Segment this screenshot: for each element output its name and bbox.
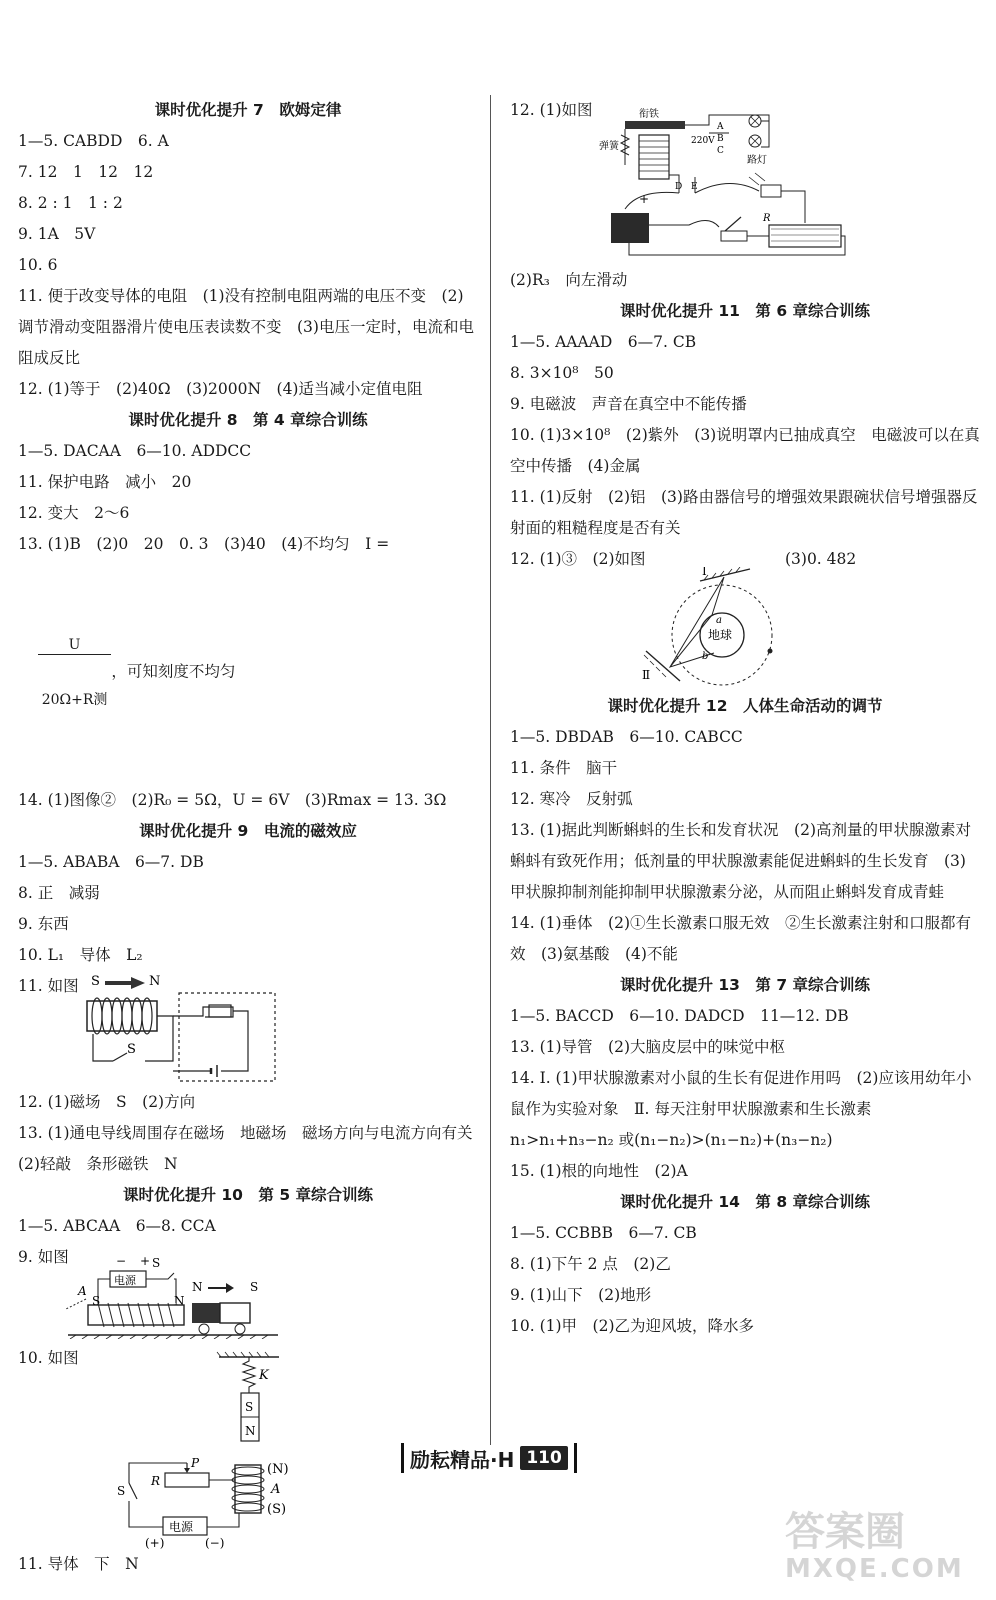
footer-bar — [574, 1443, 577, 1473]
answer-line: 7. 12 1 12 12 — [18, 163, 154, 181]
section-heading-13: 课时优化提升 13 第 7 章综合训练 — [619, 976, 871, 994]
wheel-icon — [199, 1324, 209, 1334]
reflector-plate — [646, 651, 680, 681]
rheostat-icon — [769, 225, 841, 247]
fig-label: (N) — [266, 1462, 289, 1477]
answer-line: 10. (1)3×10⁸ (2)紫外 (3)说明罩内已抽成真空 电磁波可以在真空中传播 (4)金属 — [510, 426, 980, 475]
fig-label: S — [90, 974, 100, 989]
fig-label: R — [762, 213, 771, 224]
answer-line: 9. 1A 5V — [18, 225, 96, 243]
fig-label: 衔铁 — [638, 109, 659, 120]
answer-line-fraction — [18, 560, 478, 785]
fig-label: A — [716, 122, 724, 132]
answer-line: 11. 如图 — [18, 977, 79, 995]
answer-line: 10. L₁ 导体 L₂ — [18, 946, 143, 964]
fraction — [38, 600, 112, 745]
arrow-icon — [208, 1283, 234, 1293]
answer-line: 12. (1)磁场 S (2)方向 — [18, 1093, 196, 1111]
fig-label: 220V — [690, 136, 715, 146]
fig-label: a — [716, 615, 722, 626]
watermark-line1: 答案圈 — [785, 1509, 905, 1555]
answer-line: (2)R₃ 向左滑动 — [510, 271, 628, 289]
answer-line: 11. (1)反射 (2)铝 (3)路由器信号的增强效果跟碗状信号增强器反射面的粗糙程度是否有关 — [510, 488, 978, 537]
fig-label: N — [244, 1424, 256, 1438]
fig-label: N — [192, 1280, 203, 1294]
fig-label: 电源 — [114, 1274, 136, 1287]
fig-label: 路灯 — [746, 155, 767, 166]
section-heading-11: 课时优化提升 11 第 6 章综合训练 — [619, 302, 871, 320]
watermark-logo — [785, 1510, 975, 1590]
answer-line: 1—5. AAAAD 6—7. CB — [510, 333, 697, 351]
fig-label: Ⅰ — [702, 567, 707, 578]
magnet-s-pole — [220, 1303, 250, 1323]
electromagnet-figure — [83, 971, 283, 1087]
answer-line: 15. (1)根的向地性 (2)A — [510, 1162, 688, 1180]
answer-line: 13. (1)据此判断蝌蚪的生长和发育状况 (2)高剂量的甲状腺激素对蝌蚪有致死作用；低剂量的甲状腺激素能促进蝌蚪的生长发育 (3)甲状腺抑制剂能抑制甲状腺激素分泌，从而阻止蝌蚪发育成青蛙 — [510, 821, 971, 901]
fig-label: − — [116, 1254, 127, 1268]
page-number: 110 — [520, 1446, 568, 1470]
answer-line: 1—5. CABDD 6. A — [18, 132, 169, 150]
solenoid-cart-figure — [58, 1253, 318, 1339]
switch-icon — [721, 231, 747, 241]
fig-label: + — [638, 192, 649, 206]
answer-line: 9. (1)山下 (2)地形 — [510, 1286, 652, 1304]
answer-line: 10. 如图 — [18, 1349, 79, 1367]
footer-brand: 励耘精品·H — [410, 1447, 515, 1472]
fig-label: (−) — [204, 1536, 224, 1549]
fig-label: B — [716, 134, 724, 144]
answer-line: 14. (1)垂体 (2)①生长激素口服无效 ②生长激素注射和口服都有效 (3)氨基酸 (4)不能 — [510, 914, 971, 963]
section-heading-7: 课时优化提升 7 欧姆定律 — [154, 101, 342, 119]
fig-label: 弹簧 — [598, 141, 619, 152]
relay-streetlamp-figure — [599, 105, 849, 267]
answer-line: 12. (1)等于 (2)40Ω (3)2000N (4)适当减小定值电阻 — [18, 380, 423, 398]
fig-label: S — [116, 1484, 125, 1498]
page-footer — [395, 1440, 583, 1476]
fig-label: b — [702, 651, 709, 662]
fig-label: + — [140, 1254, 151, 1268]
answer-line: 8. (1)下午 2 点 (2)乙 — [510, 1255, 671, 1273]
battery-icon — [611, 213, 649, 243]
fig-label: 地球 — [708, 628, 733, 642]
fig-label: P — [190, 1456, 199, 1470]
fig-label: N — [174, 1294, 185, 1308]
answer-line: 1—5. DACAA 6—10. ADDCC — [18, 442, 252, 460]
answer-line: 9. 电磁波 声音在真空中不能传播 — [510, 395, 747, 413]
footer-bar — [401, 1443, 404, 1473]
answer-line: 9. 如图 — [18, 1248, 69, 1266]
magnet-n-pole — [192, 1303, 220, 1323]
section-heading-8: 课时优化提升 8 第 4 章综合训练 — [128, 411, 368, 429]
answer-line: 1—5. ABABA 6—7. DB — [18, 853, 204, 871]
answer-line: 13. (1)B (2)0 20 0. 3 (3)40 (4)不均匀 I = — [18, 535, 390, 553]
satellite-orbit-figure — [640, 567, 790, 687]
answer-with-figure — [18, 971, 478, 1087]
fraction-denominator: 20Ω+R测 — [41, 692, 108, 708]
answer-line: 14. Ⅰ. (1)甲状腺激素对小鼠的生长有促进作用吗 (2)应该用幼年小鼠作为实验对象 Ⅱ. 每天注射甲状腺激素和生长激素 n₁>n₁+n₃−n₂ 或(n₁−n₂)>(n₁−n₂)+(n₃−n₂) — [510, 1069, 972, 1149]
armature-bar — [625, 121, 685, 129]
fig-label: (S) — [266, 1502, 286, 1517]
fig-label: S — [152, 1256, 161, 1270]
answer-with-figure — [510, 95, 980, 265]
relay-coil-icon — [639, 135, 669, 179]
coil-icon — [232, 1467, 264, 1511]
answer-line: 13. (1)导管 (2)大脑皮层中的味觉中枢 — [510, 1038, 785, 1056]
answer-line: 11. 便于改变导体的电阻 (1)没有控制电阻两端的电压不变 (2)调节滑动变阻器滑片使电压表读数不变 (3)电压一定时，电流和电阻成反比 — [18, 287, 474, 367]
answer-line: 11. 保护电路 减小 20 — [18, 473, 192, 491]
fig-label: (+) — [144, 1536, 164, 1549]
answer-line: 12. 变大 2～6 — [18, 504, 130, 522]
spring-magnet-circuit-figure — [69, 1349, 299, 1549]
fig-label: Ⅱ — [642, 668, 651, 682]
fig-label: S — [126, 1042, 136, 1057]
answer-line: 1—5. ABCAA 6—8. CCA — [18, 1217, 216, 1235]
answer-line: 1—5. BACCD 6—10. DADCD 11—12. DB — [510, 1007, 849, 1025]
coil-icon — [98, 1303, 174, 1327]
answer-line: 1—5. DBDAB 6—10. CABCC — [510, 728, 743, 746]
answer-line: 10. (1)甲 (2)乙为迎风坡，降水多 — [510, 1317, 754, 1335]
answer-line: 12. (1)如图 — [510, 101, 593, 119]
fig-label: S — [244, 1400, 253, 1414]
watermark-line2: MXQE.COM — [785, 1554, 964, 1584]
fig-label: A — [78, 1284, 87, 1298]
fig-label: N — [148, 974, 160, 989]
fig-label: A — [270, 1482, 280, 1497]
answer-line: 12. 寒冷 反射弧 — [510, 790, 633, 808]
dashed-box — [179, 993, 275, 1081]
photoresistor-icon — [761, 185, 781, 197]
fig-label: R — [150, 1474, 160, 1488]
fraction-numerator: U — [38, 636, 112, 655]
right-column — [510, 95, 980, 1342]
satellite-dot — [768, 649, 773, 654]
fig-label: E — [690, 182, 698, 192]
compass-needle-icon — [105, 977, 145, 989]
answer-line: 10. 6 — [18, 256, 58, 274]
section-heading-14: 课时优化提升 14 第 8 章综合训练 — [619, 1193, 871, 1211]
column-divider — [490, 95, 491, 1445]
fig-label: 电源 — [168, 1520, 193, 1534]
section-heading-12: 课时优化提升 12 人体生命活动的调节 — [607, 697, 883, 715]
answer-line: 14. (1)图像② (2)R₀ = 5Ω，U = 6V (3)Rmax = 13. 3Ω — [18, 791, 447, 809]
switch-icon — [129, 1483, 137, 1499]
fig-label: K — [258, 1368, 269, 1383]
answer-text: ，可知刻度不均匀 — [111, 662, 236, 681]
fig-label: C — [716, 146, 724, 156]
answer-line: 1—5. CCBBB 6—7. CB — [510, 1224, 697, 1242]
fig-label: S — [92, 1294, 101, 1308]
answer-line: 9. 东西 — [18, 915, 69, 933]
fig-label: S — [250, 1280, 259, 1294]
wheel-icon — [235, 1324, 245, 1334]
section-heading-10: 课时优化提升 10 第 5 章综合训练 — [122, 1186, 374, 1204]
answer-line: 12. (1)③ (2)如图 (3)0. 482 — [510, 550, 857, 568]
switch-icon — [113, 1053, 127, 1061]
fig-label: D — [674, 182, 682, 192]
answer-line: 8. 正 减弱 — [18, 884, 100, 902]
answer-line: 8. 3×10⁸ 50 — [510, 364, 614, 382]
coil-icon — [92, 998, 152, 1034]
answer-line: 11. 条件 脑干 — [510, 759, 618, 777]
rheostat-icon — [165, 1473, 209, 1487]
spring-icon — [243, 1357, 255, 1393]
answer-line: 11. 导体 下 N — [18, 1555, 139, 1573]
section-heading-9: 课时优化提升 9 电流的磁效应 — [139, 822, 357, 840]
left-column — [18, 95, 489, 1580]
answer-line: 13. (1)通电导线周围存在磁场 地磁场 磁场方向与电流方向有关 (2)轻敲 条形磁铁 N — [18, 1124, 489, 1173]
electromagnet-core — [235, 1465, 261, 1513]
answer-line: 8. 2 : 1 1 : 2 — [18, 194, 123, 212]
